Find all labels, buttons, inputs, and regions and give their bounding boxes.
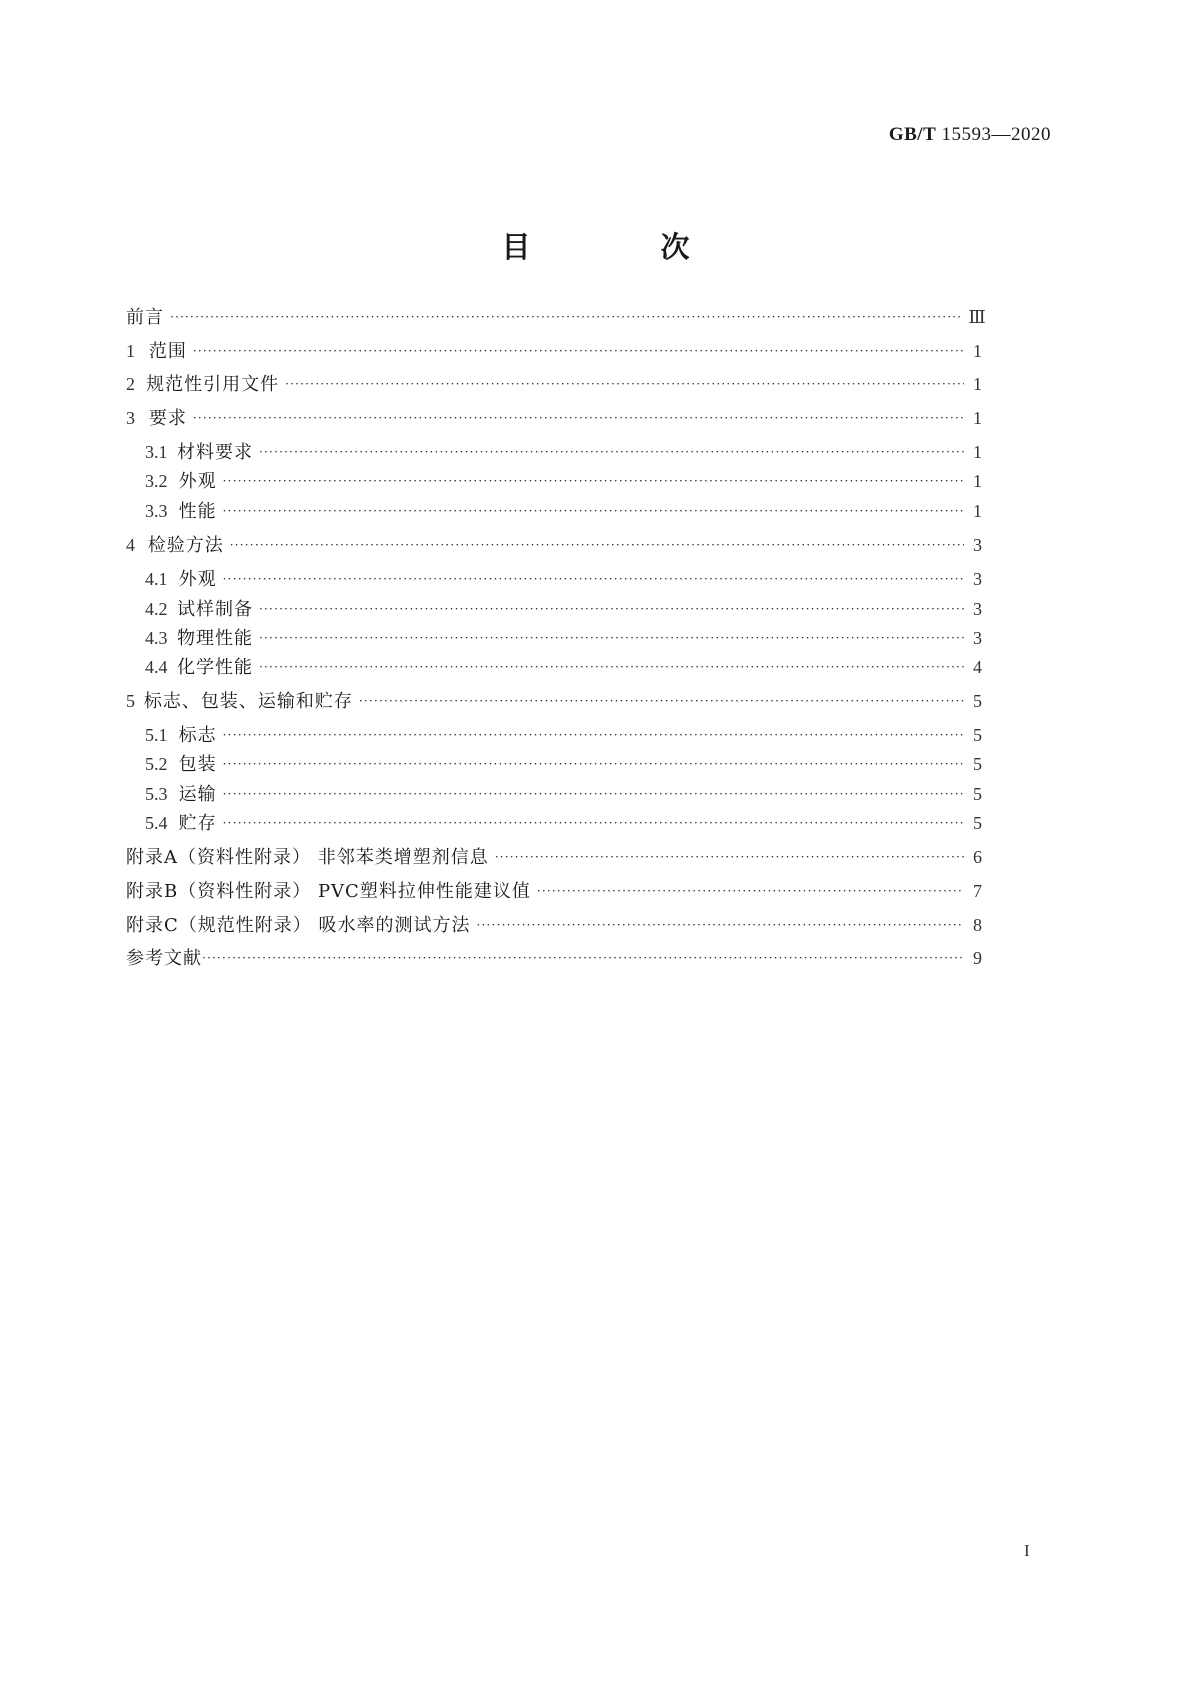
- toc-page: Ⅲ: [968, 307, 986, 327]
- toc-leader: [223, 567, 964, 591]
- page-title: 目 次: [501, 230, 750, 264]
- toc-leader: [193, 339, 964, 363]
- toc-entry-3-1[interactable]: [145, 440, 982, 464]
- toc-num: 5.3: [145, 784, 168, 804]
- toc-entry-5-2[interactable]: [145, 752, 982, 776]
- toc-page: 5: [973, 813, 982, 833]
- toc-leader: [223, 782, 964, 806]
- toc-leader: [223, 811, 964, 835]
- toc-page: 5: [973, 754, 982, 774]
- toc-leader: [259, 440, 964, 464]
- toc-label: 参考文献: [126, 948, 202, 969]
- toc-num: 4.3: [145, 628, 168, 648]
- toc-label: 规范性引用文件: [146, 374, 280, 395]
- page-number: I: [1024, 1541, 1030, 1560]
- toc-page: 1: [973, 501, 982, 521]
- toc-page: 6: [973, 847, 982, 867]
- toc-page: 3: [973, 569, 982, 589]
- toc-entry-5-3[interactable]: [145, 782, 982, 806]
- toc-entry-annex-b[interactable]: [126, 879, 982, 903]
- toc-leader: [223, 469, 964, 493]
- toc-leader: [259, 597, 964, 621]
- toc-leader: [477, 913, 965, 937]
- toc-label: 包装: [178, 754, 217, 775]
- toc-entry-3[interactable]: [126, 406, 982, 430]
- toc-num: 4.4: [145, 657, 168, 677]
- toc-leader: [259, 655, 964, 679]
- toc-leader: [259, 626, 964, 650]
- toc-num: 5.4: [145, 813, 168, 833]
- toc-page: 8: [973, 915, 982, 935]
- toc-label: 检验方法: [147, 535, 224, 556]
- toc-num: 5.1: [145, 725, 168, 745]
- toc-label: 物理性能: [177, 628, 254, 649]
- toc-page: 4: [973, 657, 982, 677]
- toc-page: 1: [973, 341, 982, 361]
- toc-label: 前言: [126, 307, 164, 328]
- toc-page: 5: [973, 784, 982, 804]
- toc-num: 5: [126, 691, 135, 711]
- toc-leader: [202, 946, 964, 970]
- toc-entry-4-1[interactable]: [145, 567, 982, 591]
- toc-label: 运输: [178, 784, 217, 805]
- toc-label: 性能: [178, 501, 217, 522]
- toc-label: 附录A（资料性附录） 非邻苯类增塑剂信息: [126, 847, 489, 868]
- toc-num: 2: [126, 374, 135, 394]
- toc-entry-5-4[interactable]: [145, 811, 982, 835]
- toc-page: 7: [973, 881, 982, 901]
- toc-entry-2[interactable]: [126, 372, 982, 396]
- toc-entry-4-2[interactable]: [145, 597, 982, 621]
- toc-entry-3-3[interactable]: [145, 499, 982, 523]
- toc-num: 5.2: [145, 754, 168, 774]
- toc-num: 4: [126, 535, 135, 555]
- toc-label: 贮存: [178, 813, 217, 834]
- toc-entry-1[interactable]: [126, 339, 982, 363]
- toc-label: 标志: [178, 725, 217, 746]
- toc-page: 3: [973, 628, 982, 648]
- toc-page: 1: [973, 408, 982, 428]
- document-code-prefix: GB/T: [888, 124, 937, 145]
- toc-leader: [230, 533, 964, 557]
- toc-leader: [223, 752, 964, 776]
- document-code-number: 15593—2020: [941, 124, 1051, 145]
- toc-leader: [537, 879, 964, 903]
- toc-num: 3.2: [145, 471, 168, 491]
- toc-page: 3: [973, 535, 982, 555]
- toc-entry-4-3[interactable]: [145, 626, 982, 650]
- toc-page: 3: [973, 599, 982, 619]
- toc-num: 4.1: [145, 569, 168, 589]
- toc-leader: [193, 406, 964, 430]
- toc-leader: [285, 372, 964, 396]
- toc-label: 材料要求: [177, 442, 254, 463]
- toc-page: 5: [973, 691, 982, 711]
- toc-entry-foreword[interactable]: [126, 305, 986, 329]
- toc-page: 5: [973, 725, 982, 745]
- toc-label: 试样制备: [177, 599, 254, 620]
- toc-label: 外观: [178, 471, 217, 492]
- toc-entry-bibliography[interactable]: [126, 946, 982, 970]
- toc-entry-4[interactable]: [126, 533, 982, 557]
- toc-leader: [359, 689, 964, 713]
- toc-num: 4.2: [145, 599, 168, 619]
- toc-page: 1: [973, 374, 982, 394]
- toc-entry-annex-c[interactable]: [126, 913, 982, 937]
- toc-label: 外观: [178, 569, 217, 590]
- toc-page: 9: [973, 948, 982, 968]
- toc-label: 标志、包装、运输和贮存: [143, 691, 353, 712]
- toc-page: 1: [973, 471, 982, 491]
- toc-page: 1: [973, 442, 982, 462]
- toc-label: 化学性能: [177, 657, 254, 678]
- toc-label: 范围: [148, 341, 187, 362]
- toc-leader: [495, 845, 964, 869]
- toc-leader: [223, 723, 964, 747]
- toc-num: 3: [126, 408, 135, 428]
- toc-num: 3.3: [145, 501, 168, 521]
- toc-num: 1: [126, 341, 135, 361]
- toc-num: 3.1: [145, 442, 168, 462]
- toc-leader: [223, 499, 964, 523]
- toc-entry-4-4[interactable]: [145, 655, 982, 679]
- toc-label: 附录B（资料性附录） PVC塑料拉伸性能建议值: [126, 881, 531, 902]
- toc-entry-annex-a[interactable]: [126, 845, 982, 869]
- toc-label: 附录C（规范性附录） 吸水率的测试方法: [126, 915, 471, 936]
- toc-entry-5[interactable]: [126, 689, 982, 713]
- toc-leader: [170, 305, 962, 329]
- toc-entry-5-1[interactable]: [145, 723, 982, 747]
- toc-label: 要求: [148, 408, 187, 429]
- toc-entry-3-2[interactable]: [145, 469, 982, 493]
